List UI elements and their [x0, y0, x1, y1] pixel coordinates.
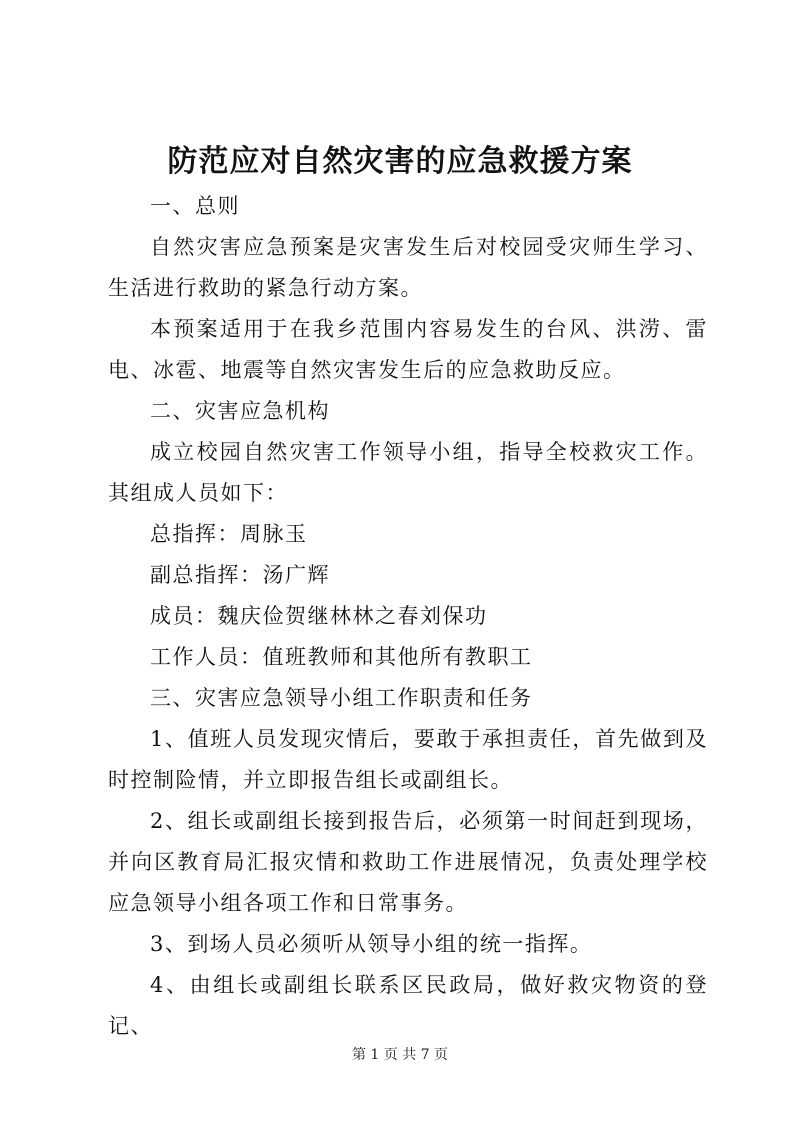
section-heading: 三、灾害应急领导小组工作职责和任务: [150, 686, 533, 710]
section-heading: 一、总则: [150, 194, 240, 218]
document-title: 防范应对自然灾害的应急救援方案: [167, 144, 633, 179]
paragraph: 自然灾害应急预案是灾害发生后对校园受灾师生学习、生活进行救助的紧急行动方案。: [108, 235, 708, 300]
section-heading: 二、灾害应急机构: [150, 399, 330, 423]
document-body: [108, 186, 708, 1047]
member-line: 成员：魏庆俭贺继林林之春刘保功: [150, 604, 488, 628]
paragraph: 1、值班人员发现灾情后，要敢于承担责任，首先做到及时控制险情，并立即报告组长或副组长。: [108, 727, 708, 792]
paragraph: 4、由组长或副组长联系区民政局，做好救灾物资的登记、: [108, 973, 708, 1038]
member-line: 副总指挥：汤广辉: [150, 563, 330, 587]
paragraph: 本预案适用于在我乡范围内容易发生的台风、洪涝、雷电、冰雹、地震等自然灾害发生后的应急救助反应。: [108, 317, 708, 382]
paragraph: 成立校园自然灾害工作领导小组，指导全校救灾工作。其组成人员如下：: [108, 440, 708, 505]
page-footer: 第 1 页 共 7 页: [351, 1047, 449, 1063]
paragraph: 2、组长或副组长接到报告后，必须第一时间赶到现场，并向区教育局汇报灾情和救助工作进展情况，负责处理学校应急领导小组各项工作和日常事务。: [108, 809, 708, 915]
paragraph: 3、到场人员必须听从领导小组的统一指挥。: [150, 932, 593, 956]
member-line: 工作人员：值班教师和其他所有教职工: [150, 645, 533, 669]
member-line: 总指挥：周脉玉: [150, 522, 308, 546]
